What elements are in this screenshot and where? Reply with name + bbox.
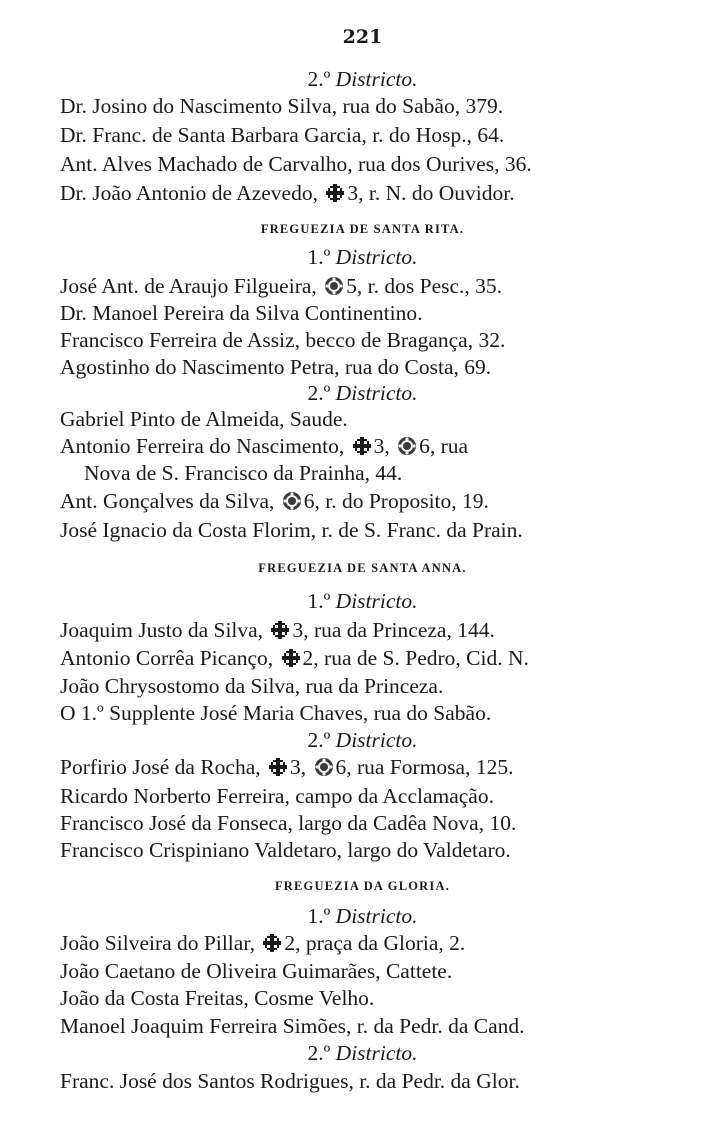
order-cross-icon	[352, 436, 372, 456]
order-cross-icon	[268, 757, 288, 777]
entry-line: Ant. Gonçalves da Silva, 6, r. do Proposito, 19.	[60, 489, 489, 513]
district-heading: 1.º Districto.	[307, 904, 418, 928]
entry-line: Joaquim Justo da Silva, 3, rua da Princeza, 144.	[60, 618, 495, 642]
order-cross-icon	[262, 933, 282, 953]
parish-heading: FREGUEZIA DA GLORIA.	[274, 879, 451, 893]
district-heading: 2.º Districto.	[307, 728, 418, 752]
page-number: 221	[342, 26, 383, 48]
entry-line: Francisco José da Fonseca, largo da Cadêa Nova, 10.	[60, 811, 517, 835]
entry-line: Ant. Alves Machado de Carvalho, rua dos Ourives, 36.	[60, 152, 532, 176]
entry-line: Dr. Josino do Nascimento Silva, rua do Sabão, 379.	[60, 94, 504, 118]
entry-line: Ricardo Norberto Ferreira, campo da Acclamação.	[60, 784, 494, 808]
entry-line: Porfirio José da Rocha, 3, 6, rua Formosa, 125.	[60, 755, 514, 779]
entry-line: João da Costa Freitas, Cosme Velho.	[60, 986, 375, 1010]
order-rosette-icon	[314, 757, 334, 777]
entry-line: Francisco Crispiniano Valdetaro, largo do Valdetaro.	[60, 838, 511, 862]
entry-line: Antonio Corrêa Picanço, 2, rua de S. Pedro, Cid. N.	[60, 646, 529, 670]
order-cross-icon	[281, 648, 301, 668]
entry-line: Dr. Franc. de Santa Barbara Garcia, r. do Hosp., 64.	[60, 123, 505, 147]
district-heading: 2.º Districto.	[307, 1041, 418, 1065]
entry-line: José Ant. de Araujo Filgueira, 5, r. dos Pesc., 35.	[60, 274, 503, 298]
parish-heading: FREGUEZIA DE SANTA ANNA.	[258, 561, 467, 575]
order-rosette-icon	[324, 276, 344, 296]
entry-line: José Ignacio da Costa Florim, r. de S. Franc. da Prain.	[60, 518, 523, 542]
entry-line: João Chrysostomo da Silva, rua da Princeza.	[60, 674, 444, 698]
entry-line: Dr. João Antonio de Azevedo, 3, r. N. do Ouvidor.	[60, 181, 515, 205]
entry-line: João Silveira do Pillar, 2, praça da Gloria, 2.	[60, 931, 466, 955]
entry-line: Antonio Ferreira do Nascimento, 3, 6, rua	[60, 434, 469, 458]
order-cross-icon	[270, 620, 290, 640]
order-rosette-icon	[397, 436, 417, 456]
parish-heading: FREGUEZIA DE SANTA RITA.	[260, 222, 465, 236]
entry-line: Gabriel Pinto de Almeida, Saude.	[60, 407, 348, 431]
order-rosette-icon	[282, 491, 302, 511]
entry-line: Franc. José dos Santos Rodrigues, r. da Pedr. da Glor.	[60, 1069, 520, 1093]
entry-line: João Caetano de Oliveira Guimarães, Cattete.	[60, 959, 453, 983]
order-cross-icon	[325, 183, 345, 203]
entry-line: Manoel Joaquim Ferreira Simões, r. da Pedr. da Cand.	[60, 1014, 525, 1038]
district-heading: 1.º Districto.	[307, 589, 418, 613]
entry-line: O 1.º Supplente José Maria Chaves, rua do Sabão.	[60, 701, 492, 725]
entry-line: Francisco Ferreira de Assiz, becco de Bragança, 32.	[60, 328, 506, 352]
district-heading: 1.º Districto.	[307, 245, 418, 269]
district-heading: 2.º Districto.	[307, 67, 418, 91]
entry-line: Dr. Manoel Pereira da Silva Continentino.	[60, 301, 423, 325]
entry-line: Nova de S. Francisco da Prainha, 44.	[84, 461, 403, 485]
district-heading: 2.º Districto.	[307, 381, 418, 405]
entry-line: Agostinho do Nascimento Petra, rua do Costa, 69.	[60, 355, 492, 379]
